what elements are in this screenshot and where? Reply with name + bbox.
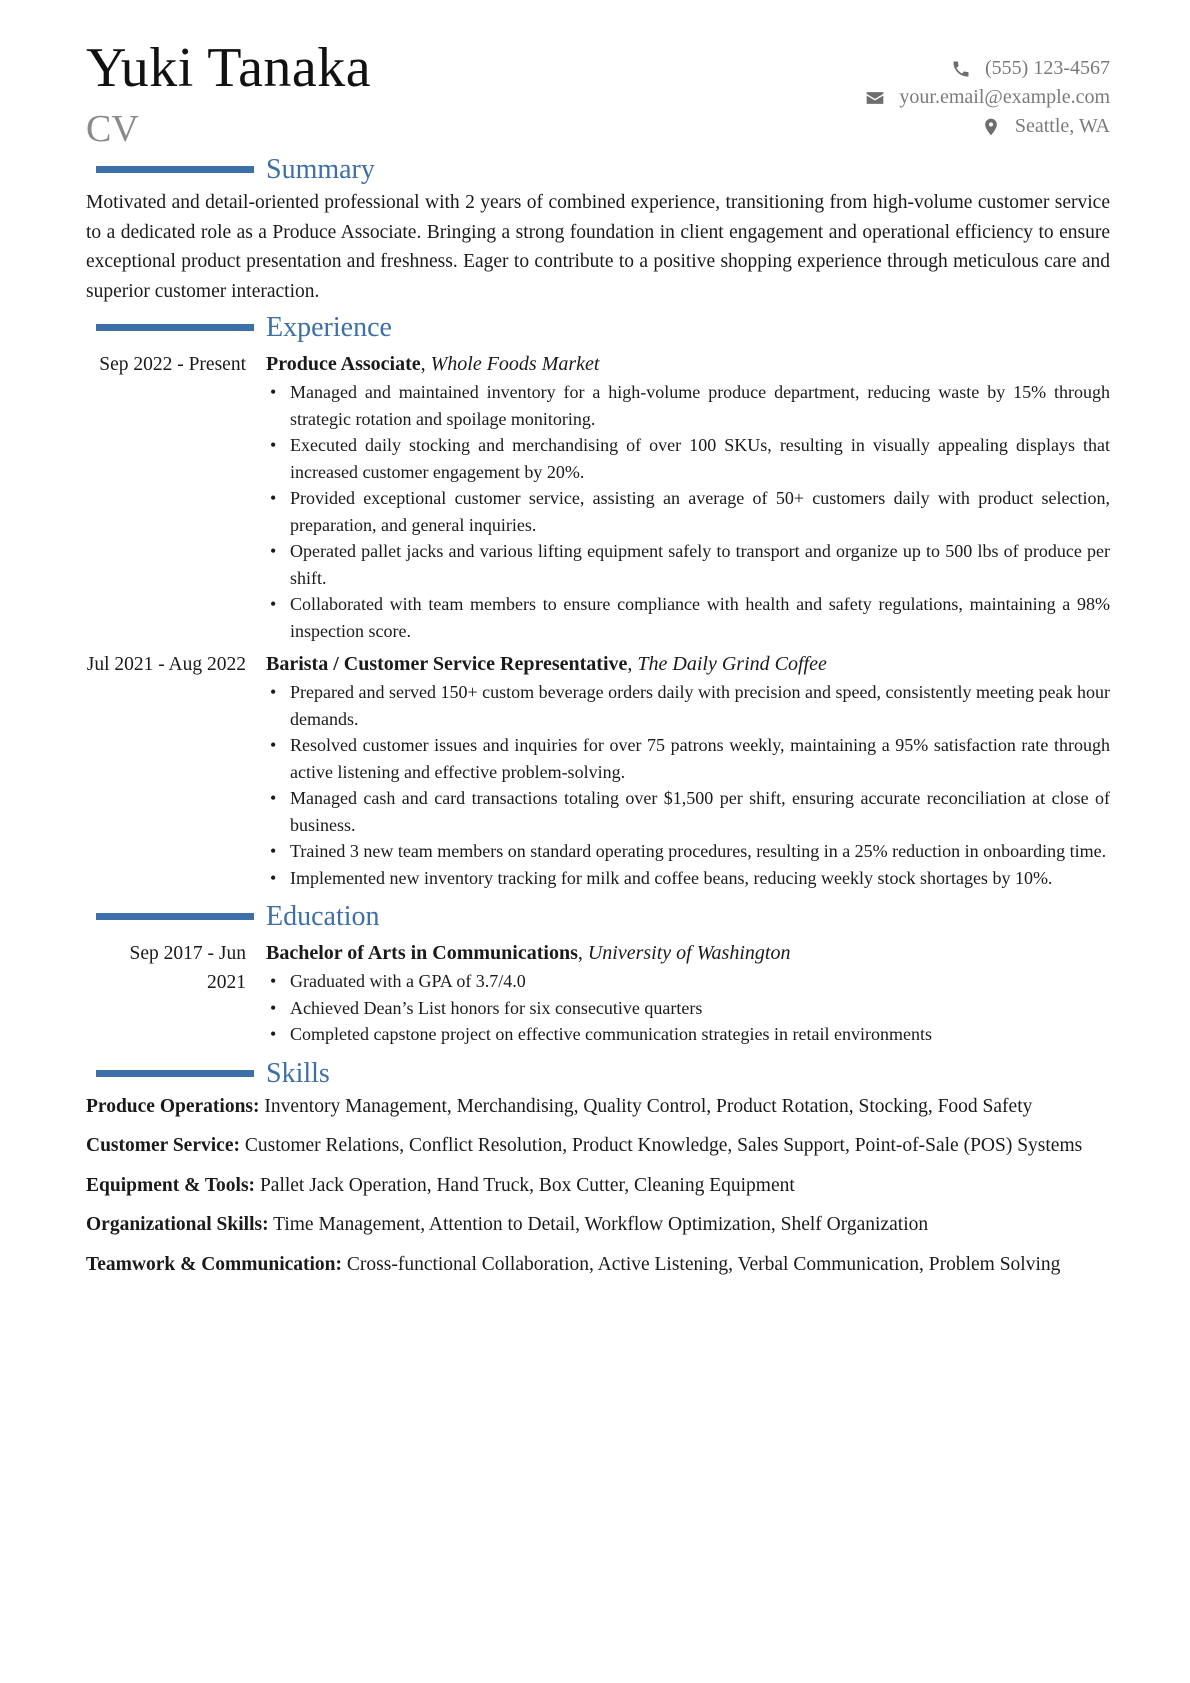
contact-info [865, 54, 1110, 141]
skill-items: Pallet Jack Operation, Hand Truck, Box Cutter, Cleaning Equipment [259, 1174, 795, 1196]
entry-title: Produce Associate, Whole Foods Market [266, 353, 600, 375]
section-accent-bar [96, 324, 254, 331]
entry-org: The Daily Grind Coffee [637, 653, 827, 675]
entry-date: Sep 2022 - Present [99, 354, 246, 375]
summary-heading [86, 152, 1110, 188]
skill-group [86, 1131, 1110, 1161]
experience-entry [86, 350, 1110, 644]
cv-header [86, 0, 1110, 150]
entry-date: Jul 2021 - Aug 2022 [86, 654, 246, 675]
skill-label: Organizational Skills: [86, 1214, 269, 1235]
experience-heading [86, 310, 1110, 346]
skill-items: Cross-functional Collaboration, Active Listening, Verbal Communication, Problem Solving [346, 1253, 1061, 1275]
list-item: • Operated pallet jacks and various lifting equipment safely to transport and organize up to 500 lbs of produce per shift. [290, 538, 1110, 591]
list-item: • Prepared and served 150+ custom beverage orders daily with precision and speed, consistently meeting peak hour demands. [290, 679, 1110, 732]
entry-bullets [266, 968, 1110, 1048]
section-accent-bar [96, 1070, 254, 1077]
entry-bullets [266, 679, 1110, 891]
entry-title: Barista / Customer Service Representative, The Daily Grind Coffee [266, 653, 827, 675]
cv-page [86, 0, 1110, 1289]
skill-group [86, 1092, 1110, 1122]
section-title: Summary [266, 154, 375, 185]
entry-date: Sep 2017 - Jun 2021 [129, 943, 246, 993]
contact-email [865, 83, 1110, 112]
list-item: • Managed and maintained inventory for a high-volume produce department, reducing waste by 15% through strategic rotation and spoilage monitoring. [290, 379, 1110, 432]
skill-items: Time Management, Attention to Detail, Workflow Optimization, Shelf Organization [273, 1214, 929, 1235]
education-heading [86, 899, 1110, 935]
section-title: Education [266, 901, 380, 932]
list-item: • Completed capstone project on effective communication strategies in retail environments [290, 1021, 1110, 1048]
document-type: CV [86, 108, 139, 150]
entry-role: Barista / Customer Service Representative [266, 653, 628, 675]
list-item: • Implemented new inventory tracking for milk and coffee beans, reducing weekly stock shortages by 10%. [290, 865, 1110, 892]
skill-label: Teamwork & Communication: [86, 1253, 343, 1275]
email-link[interactable]: your.email@example.com [899, 86, 1110, 108]
phone-link[interactable]: (555) 123-4567 [985, 57, 1110, 79]
entry-bullets [266, 379, 1110, 644]
entry-org: Whole Foods Market [430, 353, 600, 375]
section-accent-bar [96, 913, 254, 920]
list-item: • Achieved Dean’s List honors for six consecutive quarters [290, 995, 1110, 1022]
skill-group [86, 1171, 1110, 1201]
skill-label: Equipment & Tools: [86, 1174, 256, 1196]
envelope-icon [865, 88, 885, 108]
entry-body [266, 939, 1110, 1048]
candidate-name: Yuki Tanaka [86, 37, 372, 99]
entry-role: Produce Associate [266, 353, 421, 375]
skill-group [86, 1210, 1110, 1240]
map-marker-icon [981, 117, 1001, 137]
list-item: • Managed cash and card transactions totaling over $1,500 per shift, ensuring accurate reconciliation at close of business. [290, 785, 1110, 838]
entry-role: Bachelor of Arts in Communications [266, 942, 578, 964]
list-item: • Provided exceptional customer service, assisting an average of 50+ customers daily with product selection, preparation, and general inquiries. [290, 485, 1110, 538]
entry-title: Bachelor of Arts in Communications, University of Washington [266, 942, 791, 964]
skill-items: Inventory Management, Merchandising, Quality Control, Product Rotation, Stocking, Food Safety [264, 1095, 1033, 1117]
entry-org: University of Washington [587, 942, 791, 964]
skill-label: Customer Service: [86, 1135, 240, 1156]
section-accent-bar [96, 166, 254, 173]
skill-label: Produce Operations: [86, 1095, 260, 1117]
section-title: Skills [266, 1057, 330, 1089]
contact-location [865, 112, 1110, 141]
contact-phone [865, 54, 1110, 83]
list-item: • Resolved customer issues and inquiries for over 75 patrons weekly, maintaining a 95% satisfaction rate through active listening and effective problem-solving. [290, 732, 1110, 785]
entry-body [266, 350, 1110, 644]
list-item: • Graduated with a GPA of 3.7/4.0 [290, 968, 1110, 995]
entry-body [266, 650, 1110, 891]
list-item: • Executed daily stocking and merchandising of over 100 SKUs, resulting in visually appealing displays that increased customer engagement by 20%. [290, 432, 1110, 485]
summary-text: Motivated and detail-oriented professional with 2 years of combined experience, transitioning from high-volume customer service to a dedicated role as a Produce Associate. Bringing a strong foundation in client engagement and operational efficiency to ensure exceptional product presentation and freshness. Eager to contribute to a positive shopping experience through meticulous care and superior customer interaction. [86, 192, 1110, 302]
list-item: • Trained 3 new team members on standard operating procedures, resulting in a 25% reduction in onboarding time. [290, 838, 1110, 865]
education-entry [86, 939, 1110, 1048]
list-item: • Collaborated with team members to ensure compliance with health and safety regulations, maintaining a 98% inspection score. [290, 591, 1110, 644]
skill-items: Customer Relations, Conflict Resolution, Product Knowledge, Sales Support, Point-of-Sale (POS) Systems [244, 1135, 1083, 1156]
section-title: Experience [266, 312, 392, 343]
experience-entry [86, 650, 1110, 891]
skills-heading [86, 1056, 1110, 1092]
phone-icon [951, 59, 971, 79]
location-text: Seattle, WA [1014, 115, 1110, 137]
skill-group [86, 1250, 1110, 1280]
